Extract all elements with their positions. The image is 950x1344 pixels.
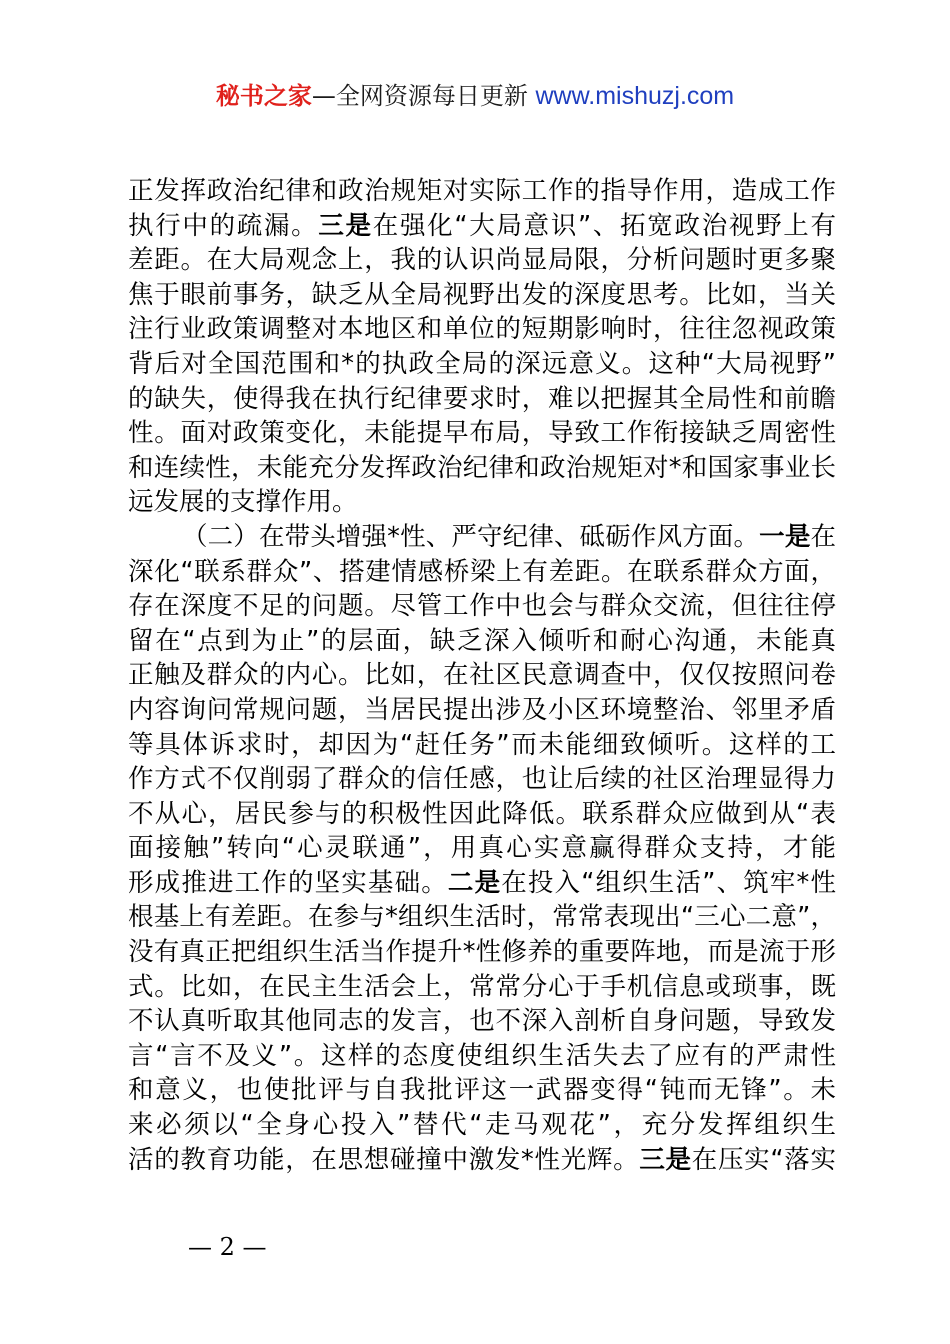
text-segment: 和意义，也使批评与自我批评这一武器变得“钝而无锋”。未 [128, 1075, 836, 1106]
text-segment: 在强化“大局意识”、拓宽政治视野上有 [372, 210, 836, 241]
emphasis-text: 二是 [447, 867, 502, 898]
text-segment: 作方式不仅削弱了群众的信任感，也让后续的社区治理显得力 [128, 764, 836, 795]
text-segment: 不认真听取其他同志的发言，也不深入剖析自身问题，导致发 [128, 1006, 836, 1037]
text-segment: 不从心，居民参与的积极性因此降低。联系群众应做到从“表 [128, 798, 836, 829]
text-line [128, 1073, 836, 1108]
text-line [128, 935, 836, 970]
text-segment: 深化“联系群众”、搭建情感桥梁上有差距。在联系群众方面， [128, 556, 836, 587]
text-line [128, 624, 836, 659]
text-line [128, 243, 836, 278]
text-segment: 在压实“落实 [691, 1144, 836, 1175]
text-line [128, 589, 836, 624]
site-header-banner [0, 80, 950, 112]
text-segment: 形成推进工作的坚实基础。 [128, 867, 448, 898]
document-body-text [128, 174, 836, 1177]
text-line [128, 451, 836, 486]
text-segment: 注行业政策调整对本地区和单位的短期影响时，往往忽视政策 [128, 314, 836, 345]
emphasis-text: 三是 [318, 210, 373, 241]
text-segment: 活的教育功能，在思想碰撞中激发*性光辉。 [128, 1144, 640, 1175]
text-segment: 差距。在大局观念上，我的认识尚显局限，分析问题时更多聚 [128, 245, 836, 276]
text-line [128, 831, 836, 866]
text-line [128, 174, 836, 209]
text-segment: 远发展的支撑作用。 [128, 487, 358, 518]
text-line [128, 762, 836, 797]
text-segment: 言“言不及义”。这样的态度使组织生活失去了应有的严肃性 [128, 1040, 836, 1071]
text-line [128, 347, 836, 382]
text-line [128, 1143, 836, 1178]
text-segment: 面接触”转向“心灵联通”，用真心实意赢得群众支持，才能 [128, 833, 836, 864]
text-segment: （二）在带头增强*性、严守纪律、砥砺作风方面。 [182, 521, 760, 552]
text-line [128, 520, 836, 555]
text-segment: 的缺失，使得我在执行纪律要求时，难以把握其全局性和前瞻 [128, 383, 836, 414]
page-number: — 2 — [188, 1233, 267, 1261]
text-segment: 式。比如，在民主生活会上，常常分心于手机信息或琐事，既 [128, 971, 836, 1002]
text-segment: 背后对全国范围和*的执政全局的深远意义。这种“大局视野” [128, 348, 836, 379]
text-segment: 在 [810, 521, 836, 552]
text-line [128, 312, 836, 347]
text-line [128, 485, 836, 520]
text-line [128, 278, 836, 313]
text-segment: 内容询问常规问题，当居民提出涉及小区环境整治、邻里矛盾 [128, 694, 836, 725]
emphasis-text: 一是 [759, 521, 811, 552]
header-tagline: —全网资源每日更新 [311, 82, 528, 110]
text-line [128, 970, 836, 1005]
text-segment: 来必须以“全身心投入”替代“走马观花”，充分发挥组织生 [128, 1110, 836, 1141]
text-segment: 焦于眼前事务，缺乏从全局视野出发的深度思考。比如，当关 [128, 279, 836, 310]
text-segment: 等具体诉求时，却因为“赶任务”而未能细致倾听。这样的工 [128, 729, 836, 760]
text-line [128, 728, 836, 763]
text-line [128, 382, 836, 417]
text-line [128, 797, 836, 832]
text-line [128, 555, 836, 590]
text-segment: 正发挥政治纪律和政治规矩对实际工作的指导作用，造成工作 [128, 176, 836, 206]
text-line [128, 209, 836, 244]
text-line [128, 1039, 836, 1074]
text-line [128, 658, 836, 693]
text-segment: 性。面对政策变化，未能提早布局，导致工作衔接缺乏周密性 [128, 418, 836, 449]
text-segment: 和连续性，未能充分发挥政治纪律和政治规矩对*和国家事业长 [128, 452, 836, 483]
text-line [128, 900, 836, 935]
text-line [128, 866, 836, 901]
brand-name: 秘书之家 [215, 82, 312, 110]
text-segment: 存在深度不足的问题。尽管工作中也会与群众交流，但往往停 [128, 591, 836, 622]
text-segment: 正触及群众的内心。比如，在社区民意调查中，仅仅按照问卷 [128, 660, 836, 691]
header-url-link[interactable]: www.mishuzj.com [535, 82, 735, 110]
text-segment: 留在“点到为止”的层面，缺乏深入倾听和耐心沟通，未能真 [128, 625, 836, 656]
emphasis-text: 三是 [639, 1144, 692, 1175]
text-segment: 在投入“组织生活”、筑牢*性 [501, 867, 836, 898]
text-line [128, 416, 836, 451]
text-segment: 没有真正把组织生活当作提升*性修养的重要阵地，而是流于形 [128, 937, 836, 968]
text-segment: 执行中的疏漏。 [128, 210, 319, 241]
text-line [128, 1004, 836, 1039]
text-line [128, 693, 836, 728]
text-segment: 根基上有差距。在参与*组织生活时，常常表现出“三心二意”， [128, 902, 836, 933]
text-line [128, 1108, 836, 1143]
